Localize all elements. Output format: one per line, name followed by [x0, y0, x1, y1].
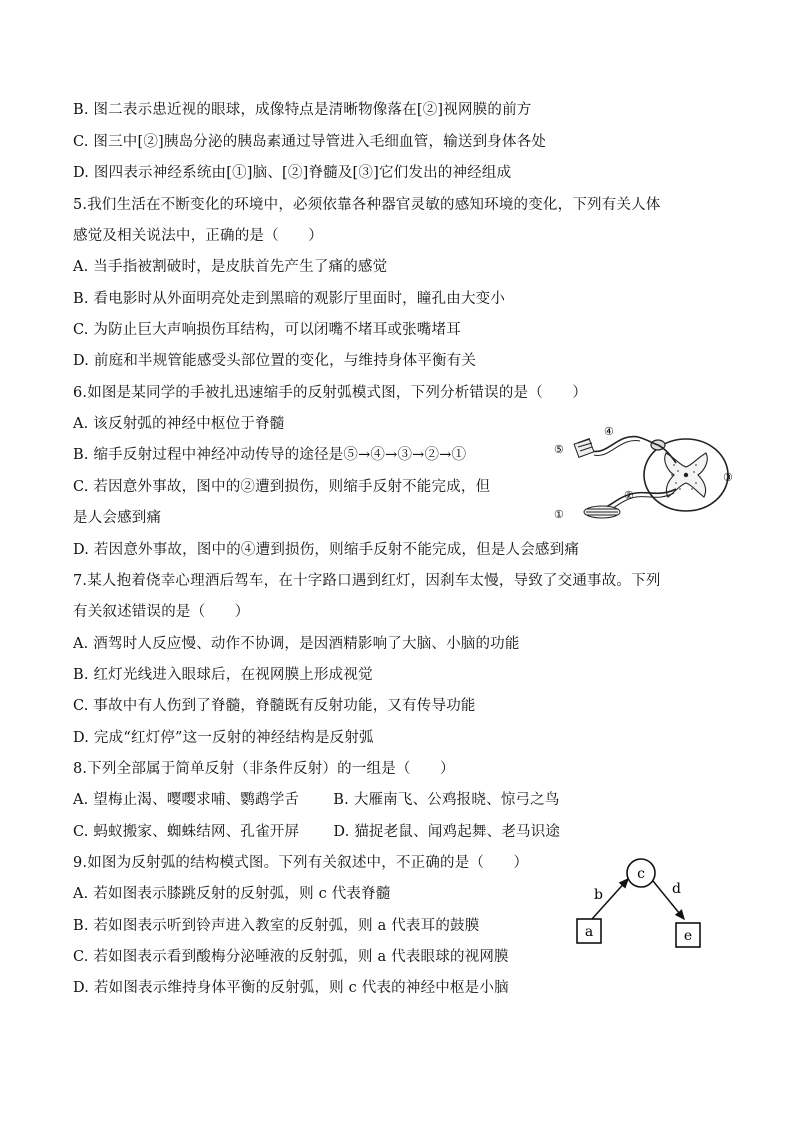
q7-option-a: A. 酒驾时人反应慢、动作不协调，是因酒精影响了大脑、小脑的功能: [73, 636, 520, 652]
label-3: ③: [723, 471, 733, 484]
arrow-b-label: b: [594, 887, 603, 903]
q5-stem-line1: 5.我们生活在不断变化的环境中，必须依靠各种器官灵敏的感知环境的变化，下列有关人体: [73, 197, 661, 213]
label-4: ④: [604, 425, 614, 438]
q6-option-b: B. 缩手反射过程中神经冲动传导的途径是⑤→④→③→②→①: [73, 447, 467, 463]
q6-option-d: D. 若因意外事故，图中的④遭到损伤，则缩手反射不能完成，但是人会感到痛: [73, 542, 580, 558]
label-1: ①: [554, 508, 564, 521]
q9-option-b: B. 若如图表示听到铃声进入教室的反射弧，则 a 代表耳的鼓膜: [73, 918, 480, 934]
label-5: ⑤: [554, 443, 564, 456]
q7-option-c: C. 事故中有人伤到了脊髓，脊髓既有反射功能，又有传导功能: [73, 698, 476, 714]
q6-option-c-line2: 是人会感到痛: [73, 510, 162, 526]
q8-options-ab: A. 望梅止渴、嘤嘤求哺、鹦鹉学舌 B. 大雁南飞、公鸡报晓、惊弓之鸟: [73, 792, 560, 808]
q7-option-d: D. 完成“红灯停”这一反射的神经结构是反射弧: [73, 730, 374, 746]
q6-option-c-line1: C. 若因意外事故，图中的②遭到损伤，则缩手反射不能完成，但: [73, 479, 491, 495]
node-c-label: c: [637, 866, 645, 882]
q5-option-a: A. 当手指被割破时，是皮肤首先产生了痛的感觉: [73, 259, 388, 275]
q5-option-b: B. 看电影时从外面明亮处走到黑暗的观影厅里面时，瞳孔由大变小: [73, 291, 506, 307]
q7-option-b: B. 红灯光线进入眼球后，在视网膜上形成视觉: [73, 667, 373, 683]
q4-option-b: B. 图二表示患近视的眼球，成像特点是清晰物像落在[②]视网膜的前方: [73, 102, 532, 118]
node-e-label: e: [683, 928, 693, 944]
q8-stem: 8.下列全部属于简单反射（非条件反射）的一组是（ ）: [73, 761, 455, 777]
q5-stem-line2: 感觉及相关说法中，正确的是（ ）: [73, 228, 323, 244]
node-a-label: a: [584, 924, 594, 940]
q5-option-d: D. 前庭和半规管能感受头部位置的变化，与维持身体平衡有关: [73, 353, 477, 369]
q7-stem-line2: 有关叙述错误的是（ ）: [73, 604, 250, 620]
reflex-arc-spinal-cord-figure: [548, 425, 744, 527]
q9-stem: 9.如图为反射弧的结构模式图。下列有关叙述中，不正确的是（ ）: [73, 855, 529, 871]
q9-option-a: A. 若如图表示膝跳反射的反射弧，则 c 代表脊髓: [73, 886, 391, 902]
q8-options-cd: C. 蚂蚁搬家、蜘蛛结网、孔雀开屏 D. 猫捉老鼠、闻鸡起舞、老马识途: [73, 824, 561, 840]
q4-option-c: C. 图三中[②]胰岛分泌的胰岛素通过导管进入毛细血管，输送到身体各处: [73, 134, 547, 150]
q4-option-d: D. 图四表示神经系统由[①]脑、[②]脊髓及[③]它们发出的神经组成: [73, 165, 512, 181]
reflex-arc-diagram: [570, 855, 708, 955]
label-2: ②: [624, 489, 634, 502]
q9-option-d: D. 若如图表示维持身体平衡的反射弧，则 c 代表的神经中枢是小脑: [73, 980, 509, 996]
q6-stem: 6.如图是某同学的手被扎迅速缩手的反射弧模式图，下列分析错误的是（ ）: [73, 385, 588, 401]
q7-stem-line1: 7.某人抱着侥幸心理酒后驾车，在十字路口遇到红灯，因刹车太慢，导致了交通事故。下列: [73, 573, 661, 589]
q9-option-c: C. 若如图表示看到酸梅分泌唾液的反射弧，则 a 代表眼球的视网膜: [73, 949, 509, 965]
arrow-d-label: d: [672, 881, 681, 897]
q6-option-a: A. 该反射弧的神经中枢位于脊髓: [73, 416, 285, 432]
q5-option-c: C. 为防止巨大声响损伤耳结构，可以闭嘴不堵耳或张嘴堵耳: [73, 322, 461, 338]
